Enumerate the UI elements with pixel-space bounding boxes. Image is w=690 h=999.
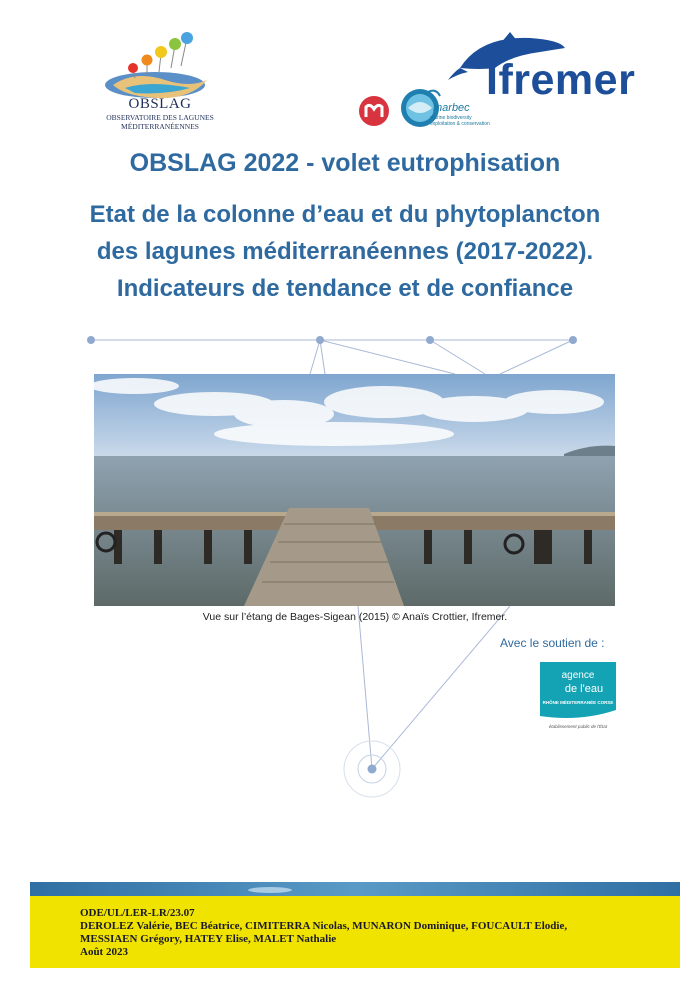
photo-caption: Vue sur l’étang de Bages-Sigean (2015) © Anaïs Crottier, Ifremer. <box>202 611 508 623</box>
network-node <box>316 336 324 344</box>
obslag-subtitle: OBSERVATOIRE DES LAGUNES MÉDITERRANÉENNES <box>106 113 214 131</box>
network-node <box>569 336 577 344</box>
marbec-tagline: marine biodiversity exploitation & conservation <box>430 115 490 127</box>
marbec-wordmark: marbec <box>433 102 470 114</box>
agence-line1: agence <box>561 670 595 681</box>
support-label: Avec le soutien de : <box>500 636 605 650</box>
agence-line2: de l'eau <box>564 683 604 695</box>
document-title: OBSLAG 2022 - volet eutrophisation <box>129 149 561 177</box>
agence-de-l-eau-logo <box>540 662 616 732</box>
lagoon-photo <box>94 374 615 606</box>
document-subtitle-line: Etat de la colonne d’eau et du phytoplancton <box>89 201 601 228</box>
agence-line4: établissement public de l'État <box>548 724 608 729</box>
authors-line: MESSIAEN Grégory, HATEY Elise, MALET Nathalie <box>80 933 337 945</box>
agence-line3: RHÔNE MÉDITERRANÉE CORSE <box>542 700 614 705</box>
authors-line: DEROLEZ Valérie, BEC Béatrice, CIMITERRA Nicolas, MUNARON Dominique, FOUCAULT Elodie, <box>80 920 568 932</box>
report-reference: ODE/UL/LER-LR/23.07 <box>80 907 195 919</box>
ifremer-wordmark: Ifremer <box>486 56 636 104</box>
document-subtitle-line: des lagunes méditerranéennes (2017-2022). <box>96 238 594 265</box>
university-montpellier-logo <box>358 95 390 127</box>
network-node <box>426 336 434 344</box>
network-node <box>368 765 377 774</box>
obslag-name: OBSLAG <box>128 96 192 112</box>
document-subtitle-line: Indicateurs de tendance et de confiance <box>116 275 574 302</box>
publication-date: Août 2023 <box>80 946 128 958</box>
network-node <box>87 336 95 344</box>
footer-water-strip <box>30 882 680 896</box>
